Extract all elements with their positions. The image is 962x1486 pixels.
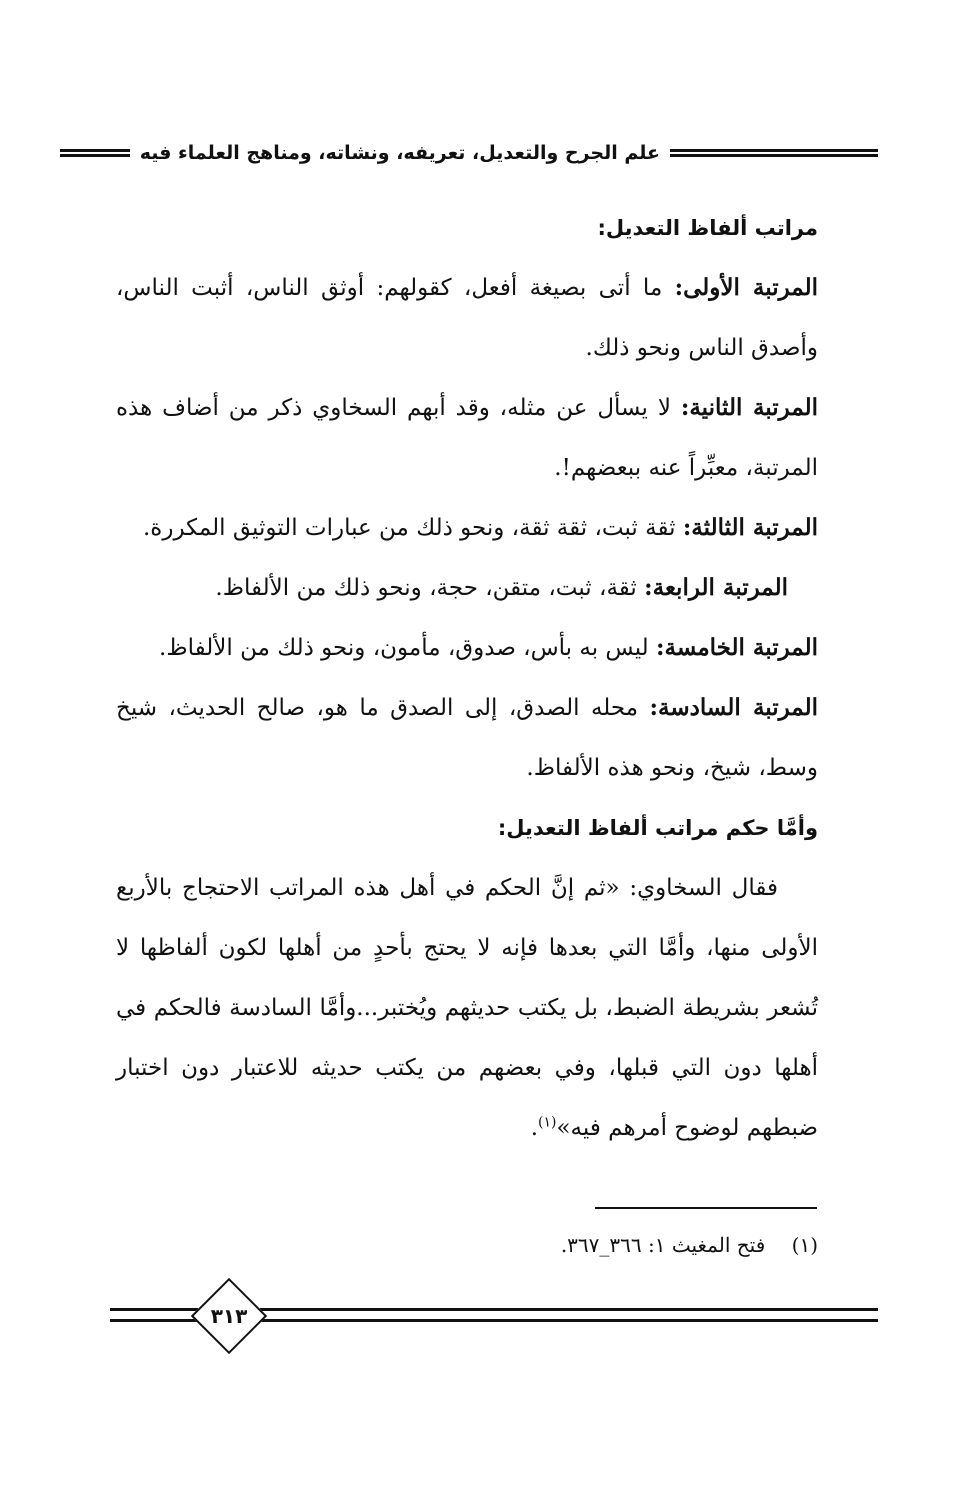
- header-rule-left: [60, 149, 130, 157]
- running-header-title: علم الجرح والتعديل، تعريفه، ونشاته، ومناهج العلماء فيه: [139, 142, 660, 164]
- ranks-heading: مراتب ألفاظ التعديل:: [597, 216, 818, 240]
- sakhawi-quote-text: فقال السخاوي: «ثم إنَّ الحكم في أهل هذه المراتب الاحتجاج بالأربع الأولى منها، وأمَّا التي بعدها فإنه لا يحتج بأحدٍ من أهلها لكون ألفاظها لا تُشعر بشريطة الضبط، بل يكتب حديثهم ويُختبر...وأمَّا السادسة فالحكم في أهلها دون التي قبلها، وفي بعضهم من يكتب حديثه للاعتبار دون اختبار ضبطهم لوضوح أمرهم فيه»: [116, 875, 818, 1141]
- footer-rule-left: [110, 1308, 198, 1322]
- rank-5-text: ليس به بأس، صدوق، مأمون، ونحو ذلك من الألفاظ.: [159, 635, 649, 661]
- rank-5-label: المرتبة الخامسة:: [656, 634, 818, 661]
- page-footer: [110, 1286, 878, 1346]
- main-body: [116, 198, 818, 1158]
- rank-6-text: محله الصدق، إلى الصدق ما هو، صالح الحديث، شيخ وسط، شيخ، ونحو هذه الألفاظ.: [116, 695, 818, 781]
- rank-3-paragraph: [116, 498, 818, 558]
- page-header: [110, 135, 878, 171]
- rank-2-text: لا يسأل عن مثله، وقد أبهم السخاوي ذكر من أضاف هذه المرتبة، معبِّراً عنه ببعضهم!.: [116, 395, 818, 481]
- rank-3-label: المرتبة الثالثة:: [682, 514, 818, 541]
- quote-end-period: .: [530, 1115, 539, 1141]
- rank-6-label: المرتبة السادسة:: [649, 694, 819, 721]
- rank-1-label: المرتبة الأولى:: [674, 274, 818, 301]
- rank-4-text: ثقة، ثبت، متقن، حجة، ونحو ذلك من الألفاظ.: [215, 575, 637, 601]
- footer-rule-right: [260, 1308, 878, 1322]
- rank-4-paragraph: [116, 558, 818, 618]
- page-number: ٣١٣: [210, 1304, 248, 1328]
- rank-5-paragraph: [116, 618, 818, 678]
- rank-2-label: المرتبة الثانية:: [680, 394, 819, 421]
- rank-3-text: ثقة ثبت، ثقة ثقة، ونحو ذلك من عبارات التوثيق المكررة.: [143, 515, 676, 541]
- footnote-number: (١): [791, 1233, 818, 1257]
- header-rule-right: [670, 149, 878, 157]
- rank-2-paragraph: [116, 378, 818, 498]
- rank-4-label: المرتبة الرابعة:: [644, 574, 788, 601]
- footnote-separator: [595, 1207, 817, 1209]
- sakhawi-quote-paragraph: [116, 858, 818, 1158]
- footnote: [116, 1228, 818, 1262]
- rank-1-text: ما أتى بصيغة أفعل، كقولهم: أوثق الناس، أثبت الناس، وأصدق الناس ونحو ذلك.: [116, 275, 818, 361]
- rank-1-paragraph: [116, 258, 818, 378]
- footnote-text: فتح المغيث ١: ٣٦٦_٣٦٧.: [560, 1233, 766, 1257]
- footnote-reference[interactable]: (١): [538, 1114, 557, 1131]
- rank-6-paragraph: [116, 678, 818, 798]
- ruling-heading: وأمَّا حكم مراتب ألفاظ التعديل:: [497, 816, 818, 840]
